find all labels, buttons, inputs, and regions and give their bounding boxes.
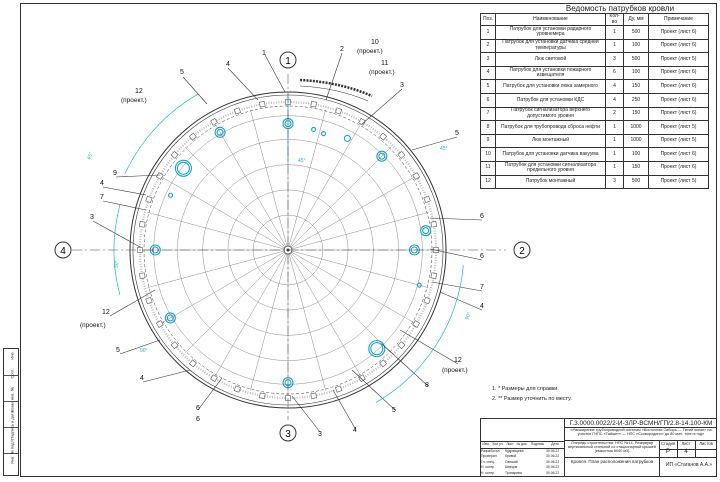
- callout-4-top: 4: [226, 61, 230, 68]
- tb-signature-roles: Разработал: [481, 449, 500, 453]
- leader-line: [440, 292, 482, 310]
- grid-radial: [148, 251, 285, 288]
- schedule-cell-qty: 1: [606, 161, 624, 175]
- grid-radial: [292, 212, 429, 249]
- callout-4-left: 4: [100, 180, 104, 187]
- sheets-label: Листов: [699, 441, 713, 446]
- schedule-row: [481, 161, 709, 175]
- nozzle-vacuum: [322, 132, 326, 136]
- schedule-cell-pos: 8: [481, 121, 496, 135]
- schedule-cell-name: Патрубок для установки пожарного извещателя: [496, 66, 606, 80]
- header-note: Примечание: [649, 14, 709, 26]
- leader-line: [143, 370, 190, 382]
- schedule-cell-name: Патрубок для установки КДС: [496, 93, 606, 107]
- schedule-cell-pos: 9: [481, 134, 496, 148]
- nozzle-level-alarm: [169, 193, 173, 197]
- schedule-cell-qty: 3: [606, 175, 624, 189]
- header-name: Наименование: [496, 14, 606, 26]
- schedule-cell-qty: 1: [606, 26, 624, 40]
- nozzle-level: [344, 135, 350, 141]
- stage-label: Стадия: [660, 441, 676, 446]
- tb-signature-names: Тропарева: [505, 470, 522, 475]
- sheet-title: Кровля. План расположения патрубков: [570, 459, 654, 464]
- schedule-row: [481, 26, 709, 40]
- tb-signature-dates: 30.06.22: [546, 465, 560, 470]
- schedule-cell-pos: 7: [481, 107, 496, 121]
- roof-joist: [259, 393, 265, 399]
- callout-5-bottom: 5: [392, 407, 396, 414]
- callout-4-bottom: 4: [140, 375, 144, 382]
- document-code: Г.3.0000.0022/2-И-ЗЛР-ВСМН/ГП/2.8-14.100-КМ: [569, 420, 713, 427]
- schedule-cell-note: Проект (лист 6): [649, 93, 709, 107]
- roof-joist: [398, 342, 405, 349]
- tb-signature-dates: 30.06.22: [546, 470, 560, 475]
- callout-5-left: 5: [116, 347, 120, 354]
- strip-label-5: Инв.: [9, 351, 15, 360]
- leader-line: [93, 221, 140, 247]
- dim-label-5: 45°: [440, 146, 448, 152]
- leader-line: [292, 396, 320, 432]
- schedule-cell-qty: 6: [606, 66, 624, 80]
- leader-line: [432, 282, 482, 291]
- schedule-cell-pos: 5: [481, 80, 496, 94]
- schedule-cell-note: Проект (лист 6): [649, 80, 709, 94]
- schedule-row: [481, 148, 709, 162]
- schedule-cell-name: Патрубок для установки сигнализатора предельного уровня: [496, 161, 606, 175]
- tb-signature-dates: 30.06.22: [546, 459, 560, 464]
- callout-7-right: 7: [480, 284, 484, 291]
- schedule-cell-name: Патрубок для установки радарного уровнемера: [496, 26, 606, 40]
- nozzle-kds-inner: [423, 228, 429, 234]
- schedule-row: [481, 121, 709, 135]
- schedule-cell-dn: 150: [624, 80, 649, 94]
- callout-6-right1: 6: [480, 213, 484, 220]
- schedule-cell-note: Проект (лист 6): [649, 39, 709, 53]
- nozzle-temp: [312, 127, 316, 131]
- schedule-cell-pos: 2: [481, 39, 496, 53]
- center-point: [287, 249, 290, 252]
- roof-joist: [335, 386, 341, 392]
- proekt-12-top: (проект.): [121, 97, 147, 104]
- roof-platform: [300, 80, 372, 101]
- schedule-cell-qty: 1: [606, 148, 624, 162]
- schedule-cell-pos: 10: [481, 148, 496, 162]
- sheet-value: 4: [684, 449, 688, 455]
- tb-signature-roles: Проверил: [481, 454, 497, 459]
- schedule-cell-note: Проект (лист 6): [649, 161, 709, 175]
- grid-radial: [291, 253, 391, 353]
- proekt-10: (проект.): [357, 48, 383, 55]
- proekt-11: (проект.): [369, 69, 395, 76]
- tb-signature-roles: Н. контр.: [481, 470, 495, 475]
- schedule-cell-note: Проект (лист 5): [649, 134, 709, 148]
- schedule-cell-qty: 2: [606, 107, 624, 121]
- tb-col-header: Кол.уч.: [492, 442, 504, 446]
- schedule-cell-qty: 4: [606, 93, 624, 107]
- schedule-row: [481, 80, 709, 94]
- tb-signature-names: Кривой: [505, 454, 517, 459]
- schedule-cell-note: Проект (лист 6): [649, 148, 709, 162]
- leader-line: [362, 89, 402, 124]
- schedule-cell-name: Патрубок для установки датчика вакуума: [496, 148, 606, 162]
- roof-joist: [234, 108, 240, 114]
- callout-7-left: 7: [100, 194, 104, 201]
- schedule-cell-name: Люк монтажный: [496, 134, 606, 148]
- callout-6-right2: 6: [480, 253, 484, 260]
- tb-signature-roles: Н. контр.: [481, 465, 495, 470]
- leader-line: [352, 370, 395, 410]
- strip-label-2: Подпись и дата: [9, 411, 15, 440]
- dim-label-6: 90°: [140, 348, 148, 354]
- dim-label-3: 90°: [464, 311, 473, 321]
- callout-1: 1: [262, 50, 266, 57]
- roof-joist: [189, 360, 196, 367]
- schedule-cell-dn: 1000: [624, 121, 649, 135]
- schedule-row: [481, 93, 709, 107]
- roof-joist: [311, 393, 317, 399]
- callout-2: 2: [340, 46, 344, 53]
- roof-joist: [146, 297, 152, 303]
- callout-12-right: 12: [454, 357, 462, 364]
- tb-signature-names: Кудрявцева: [505, 449, 524, 453]
- callout-3-top: 3: [400, 82, 404, 89]
- title-block: [480, 418, 717, 477]
- axis-label-4: 4: [60, 246, 66, 257]
- roof-joist: [431, 273, 437, 279]
- callout-12-top: 12: [135, 88, 143, 95]
- strip-label-4: Согл.: [9, 368, 15, 379]
- roof-joist: [139, 221, 145, 227]
- callout-4-right: 4: [480, 303, 484, 310]
- schedule-cell-note: Проект (лист 5): [649, 53, 709, 67]
- schedule-cell-note: Проект (лист 5): [649, 175, 709, 189]
- grid-radial: [250, 110, 287, 247]
- schedule-cell-qty: 4: [606, 80, 624, 94]
- strip-label-1: Инв. № подл.: [9, 439, 15, 464]
- schedule-cell-name: Патрубок для установки люка замерного: [496, 80, 606, 94]
- schedule-cell-qty: 1: [606, 39, 624, 53]
- schedule-cell-note: Проект (лист 6): [649, 66, 709, 80]
- leader-line: [412, 137, 457, 150]
- grid-radial: [148, 212, 285, 249]
- schedule-cell-dn: 150: [624, 107, 649, 121]
- callout-5-top: 5: [180, 69, 184, 76]
- grid-radial: [291, 147, 391, 247]
- callout-3-left: 3: [90, 214, 94, 221]
- schedule-cell-qty: 1: [606, 121, 624, 135]
- schedule-cell-note: Проект (лист 6): [649, 26, 709, 40]
- roof-joist: [171, 151, 178, 158]
- schedule-cell-pos: 3: [481, 53, 496, 67]
- stage-value: Р: [665, 449, 670, 455]
- schedule-row: [481, 66, 709, 80]
- schedule-cell-dn: 1000: [624, 134, 649, 148]
- grid-radial: [185, 253, 285, 353]
- dim-label-4: 45°: [298, 158, 306, 164]
- leader-line: [183, 77, 207, 104]
- schedule-cell-pos: 11: [481, 161, 496, 175]
- header-qty: Кол-во: [606, 14, 624, 26]
- schedule-cell-dn: 250: [624, 93, 649, 107]
- proekt-12-left: (проект.): [80, 322, 106, 329]
- schedule-header-row: [481, 14, 709, 26]
- grid-radial: [185, 147, 285, 247]
- callout-9: 9: [113, 170, 117, 177]
- roof-joist: [431, 221, 437, 227]
- tb-col-header: Изм.: [482, 442, 490, 446]
- leader-line: [430, 249, 482, 260]
- axis-label-1: 1: [285, 56, 291, 67]
- roof-joist: [424, 196, 430, 202]
- callout-4-bottom2: 4: [353, 427, 357, 434]
- schedule-row: [481, 175, 709, 189]
- roof-joist: [311, 101, 317, 107]
- roof-joist: [234, 386, 240, 392]
- schedule-cell-pos: 6: [481, 93, 496, 107]
- project-name: «Расширение трубопроводной системы «Восточная Сибирь — Тихий океан» на участке ГНПС «Тайшет» — НПС «Сковородино» до 80 млн. тонн в год»: [570, 428, 712, 437]
- axis-label-3: 3: [285, 429, 291, 440]
- schedule-row: [481, 53, 709, 67]
- dim-label-1: 45°: [86, 151, 95, 161]
- schedule-cell-dn: 500: [624, 175, 649, 189]
- leader-line: [430, 218, 482, 220]
- schedule-cell-dn: 500: [624, 53, 649, 67]
- schedule-cell-name: Патрубок сигнализатора верхнего допустимого уровня: [496, 107, 606, 121]
- strip-label-3: Взам. инв. №: [9, 387, 15, 412]
- schedule-cell-pos: 1: [481, 26, 496, 40]
- tb-signature-names: Швецов: [505, 465, 518, 470]
- schedule-cell-note: Проект (лист 6): [649, 107, 709, 121]
- drawing-notes: [492, 384, 572, 404]
- note-2: 2. ** Размер уточнить по месту.: [492, 396, 572, 402]
- note-1: 1. * Размеры для справки.: [492, 386, 559, 392]
- schedule-cell-dn: 100: [624, 148, 649, 162]
- schedule-cell-qty: 1: [606, 134, 624, 148]
- dim-arc-top-left: [125, 94, 198, 174]
- schedule-cell-pos: 12: [481, 175, 496, 189]
- dim-arc-right: [376, 265, 463, 402]
- axis-label-2: 2: [519, 246, 525, 257]
- schedule-cell-name: Патрубок для трубопровода сброса нефти: [496, 121, 606, 135]
- roof-joist: [335, 108, 341, 114]
- schedule-cell-name: Патрубок для установки датчика средней температуры: [496, 39, 606, 53]
- callout-12-left: 12: [102, 309, 110, 316]
- schedule-row: [481, 39, 709, 53]
- schedule-cell-dn: 150: [624, 161, 649, 175]
- tb-signature-dates: 30.06.22: [546, 454, 560, 459]
- tb-col-header: № док.: [516, 442, 528, 446]
- tb-col-header: Дата: [551, 442, 559, 446]
- roof-joist: [259, 101, 265, 107]
- tb-col-header: Лист: [506, 442, 514, 446]
- schedule-cell-dn: 100: [624, 66, 649, 80]
- grid-radial: [289, 110, 326, 247]
- tb-signature-names: Свешай: [505, 459, 518, 464]
- leader-line: [326, 53, 342, 100]
- callout-6-bottom1: 6: [196, 405, 200, 412]
- grid-radial: [289, 254, 326, 391]
- callout-8: 8: [425, 382, 429, 389]
- hatch-mounting-inner: [177, 162, 189, 174]
- grid-radial: [292, 251, 429, 288]
- schedule-cell-note: Проект (лист 5): [649, 121, 709, 135]
- leader-line: [116, 175, 160, 177]
- schedule-cell-pos: 4: [481, 66, 496, 80]
- callout-10: 10: [371, 39, 379, 46]
- schedule-cell-name: Патрубок монтажный: [496, 175, 606, 189]
- leader-line: [333, 390, 356, 430]
- roof-joist: [146, 196, 152, 202]
- tb-col-header: Подпись: [530, 442, 545, 446]
- header-dn: Ду, мм: [624, 14, 649, 26]
- company-name: ИП «Стаганов А.А.»: [665, 462, 713, 468]
- nozzle-schedule-table: [480, 13, 709, 189]
- schedule-cell-qty: 3: [606, 53, 624, 67]
- tb-signature-dates: 30.06.22: [546, 449, 560, 453]
- roof-joist: [139, 273, 145, 279]
- leader-line: [228, 68, 258, 100]
- nozzle-oil-discharge-inner: [371, 343, 383, 355]
- schedule-cell-dn: 500: [624, 26, 649, 40]
- header-pos: Поз.: [481, 14, 496, 26]
- grid-radial: [250, 254, 287, 391]
- leader-line: [103, 187, 146, 195]
- tb-signature-roles: Гл. спец.: [481, 459, 495, 464]
- callout-5-right: 5: [455, 130, 459, 137]
- schedule-title: Ведомость патрубков кровли: [565, 4, 675, 13]
- schedule-cell-dn: 100: [624, 39, 649, 53]
- roof-joist: [424, 297, 430, 303]
- callout-11: 11: [381, 60, 389, 67]
- roof-joist: [380, 133, 387, 140]
- object-name: Очередь строительства: НПС №14. Резервуар вертикальный стальной со стационарной крышей (емкостью 5000 м3): [567, 441, 657, 454]
- schedule-row: [481, 107, 709, 121]
- schedule-cell-name: Люк световой: [496, 53, 606, 67]
- callout-6-bottom2: 6: [196, 416, 200, 423]
- proekt-12-right: (проект.): [442, 367, 468, 374]
- sheet-label: Лист: [681, 441, 691, 446]
- schedule-row: [481, 134, 709, 148]
- callout-3-bottom: 3: [318, 431, 322, 438]
- dim-label-2: 30°: [114, 260, 120, 268]
